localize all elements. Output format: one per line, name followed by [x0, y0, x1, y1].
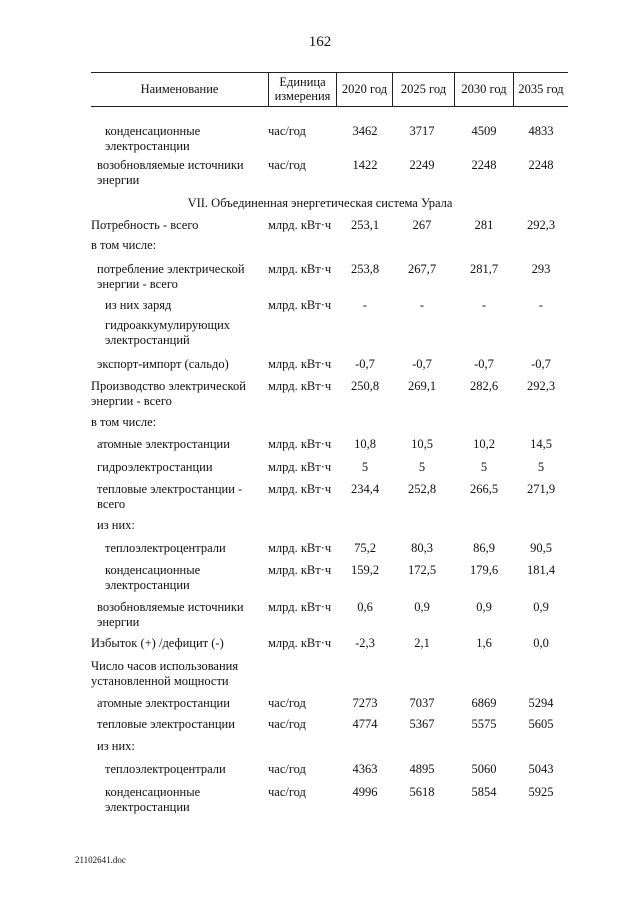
row-label — [91, 218, 198, 233]
row-value: 7037 — [409, 696, 435, 710]
row-value: 5925 — [528, 785, 554, 799]
row-value: 2,1 — [414, 636, 430, 650]
row-value: - — [538, 298, 544, 312]
row-label — [97, 717, 235, 732]
row-value: 5060 — [471, 762, 497, 776]
row-label-line: гидроаккумулирующих — [105, 318, 231, 332]
row-unit: млрд. кВт·ч — [268, 541, 332, 555]
row-label — [97, 460, 213, 475]
row-label-line: экспорт-импорт (сальдо) — [97, 357, 229, 371]
row-value: 271,9 — [526, 482, 556, 496]
row-value: 3462 — [352, 124, 378, 138]
row-label-line: Производство электрической — [91, 379, 246, 393]
row-label-line: энергии — [97, 173, 140, 187]
row-label-line: атомные электростанции — [97, 696, 230, 710]
row-value: 5043 — [528, 762, 554, 776]
row-unit: млрд. кВт·ч — [268, 460, 332, 474]
row-value: 250,8 — [350, 379, 380, 393]
row-value: 293 — [531, 262, 551, 276]
row-label — [91, 379, 246, 409]
row-value: 5575 — [471, 717, 497, 731]
row-value: 267,7 — [407, 262, 437, 276]
header-unit — [269, 72, 336, 106]
header-unit-line1: Единица — [279, 75, 326, 89]
row-value: 4774 — [352, 717, 378, 731]
row-value: 0,0 — [533, 636, 549, 650]
row-label — [97, 696, 230, 711]
row-value: 4833 — [528, 124, 554, 138]
row-label-line: теплоэлектроцентрали — [105, 541, 226, 555]
row-value: 1,6 — [476, 636, 492, 650]
row-value: 282,6 — [469, 379, 499, 393]
row-label-line: электростанции — [105, 578, 190, 592]
row-unit: час/год — [268, 785, 306, 799]
row-label-line: атомные электростанции — [97, 437, 230, 451]
row-value: 0,6 — [357, 600, 373, 614]
row-label-line: всего — [97, 497, 126, 511]
row-value: 252,8 — [407, 482, 437, 496]
row-value: 4509 — [471, 124, 497, 138]
row-value: 14,5 — [530, 437, 552, 451]
row-label — [91, 238, 156, 253]
row-label-line: энергии - всего — [91, 394, 172, 408]
row-label — [97, 600, 244, 630]
header-name: Наименование — [140, 82, 219, 96]
row-label-line: Избыток (+) /дефицит (-) — [91, 636, 224, 650]
row-value: - — [362, 298, 368, 312]
row-label — [97, 482, 242, 512]
row-label-line: из них: — [97, 739, 135, 753]
table-header — [91, 72, 568, 106]
row-value: 5 — [418, 460, 426, 474]
row-value: -0,7 — [474, 357, 494, 371]
row-value: 4996 — [352, 785, 378, 799]
row-unit: млрд. кВт·ч — [268, 379, 332, 393]
row-label-line: электростанций — [105, 333, 190, 347]
row-label — [97, 518, 135, 533]
row-value: 75,2 — [354, 541, 376, 555]
row-label-line: возобновляемые источники — [97, 158, 244, 172]
row-value: 6869 — [471, 696, 497, 710]
row-label — [91, 659, 238, 689]
row-value: 269,1 — [407, 379, 437, 393]
row-unit: млрд. кВт·ч — [268, 437, 332, 451]
row-value: 0,9 — [414, 600, 430, 614]
row-value: 181,4 — [526, 563, 556, 577]
row-label-line: конденсационные — [105, 124, 201, 138]
row-label — [105, 541, 226, 556]
row-value: 281,7 — [469, 262, 499, 276]
row-value: 253,8 — [350, 262, 380, 276]
row-label — [105, 318, 230, 348]
row-label-line: из них заряд — [105, 298, 172, 312]
row-value: 1422 — [352, 158, 378, 172]
row-value: 253,1 — [350, 218, 380, 232]
row-value: 86,9 — [473, 541, 495, 555]
row-label — [105, 298, 171, 313]
row-unit: час/год — [268, 124, 306, 138]
row-value: 234,4 — [350, 482, 380, 496]
row-label — [105, 785, 200, 815]
row-unit: млрд. кВт·ч — [268, 218, 332, 232]
row-unit: час/год — [268, 717, 306, 731]
row-value: 5 — [361, 460, 369, 474]
row-value: -0,7 — [355, 357, 375, 371]
row-label — [97, 262, 245, 292]
row-value: 7273 — [352, 696, 378, 710]
row-label-line: теплоэлектроцентрали — [105, 762, 226, 776]
row-label-line: в том числе: — [91, 415, 157, 429]
row-value: 0,9 — [533, 600, 549, 614]
row-label-line: Число часов использования — [91, 659, 239, 673]
row-value: 5367 — [409, 717, 435, 731]
row-label-line: конденсационные — [105, 563, 201, 577]
row-value: 292,3 — [526, 218, 556, 232]
row-label-line: гидроэлектростанции — [97, 460, 213, 474]
row-label-line: потребление электрической — [97, 262, 245, 276]
row-value: 2249 — [409, 158, 435, 172]
row-value: 10,2 — [473, 437, 495, 451]
row-value: - — [481, 298, 487, 312]
row-value: 172,5 — [407, 563, 437, 577]
row-value: 266,5 — [469, 482, 499, 496]
row-label — [97, 158, 244, 188]
row-unit: млрд. кВт·ч — [268, 262, 332, 276]
row-value: 2248 — [471, 158, 497, 172]
row-label-line: электростанции — [105, 139, 190, 153]
row-value: 179,6 — [469, 563, 499, 577]
row-unit: час/год — [268, 696, 306, 710]
row-label — [91, 415, 156, 430]
header-bottom-rule — [91, 106, 568, 107]
row-label — [105, 563, 200, 593]
row-label-line: энергии - всего — [97, 277, 178, 291]
row-label — [105, 762, 226, 777]
row-value: 159,2 — [350, 563, 380, 577]
section-title: VII. Объединенная энергетическая система Урала — [187, 196, 453, 210]
header-year-2020: 2020 год — [341, 82, 388, 96]
row-label-line: установленной мощности — [91, 674, 229, 688]
row-unit: час/год — [268, 158, 306, 172]
row-value: - — [419, 298, 425, 312]
header-year-2030: 2030 год — [461, 82, 507, 96]
row-value: -0,7 — [412, 357, 432, 371]
row-label — [105, 124, 200, 154]
row-value: 2248 — [528, 158, 554, 172]
row-label — [97, 739, 135, 754]
row-value: 5618 — [409, 785, 435, 799]
row-value: 4895 — [409, 762, 435, 776]
row-value: 281 — [474, 218, 494, 232]
row-value: -2,3 — [355, 636, 375, 650]
row-value: 5 — [480, 460, 488, 474]
row-label-line: Потребность - всего — [91, 218, 199, 232]
row-label-line: возобновляемые источники — [97, 600, 244, 614]
row-value: 0,9 — [476, 600, 492, 614]
row-label-line: конденсационные — [105, 785, 201, 799]
header-year-2035: 2035 год — [518, 82, 564, 96]
row-label — [97, 357, 229, 372]
row-value: -0,7 — [531, 357, 551, 371]
footer-filename: 21102641.doc — [75, 855, 126, 865]
row-label-line: тепловые электростанции — [97, 717, 235, 731]
row-value: 5294 — [528, 696, 554, 710]
row-unit: млрд. кВт·ч — [268, 636, 332, 650]
row-value: 80,3 — [411, 541, 433, 555]
row-label-line: электростанции — [105, 800, 190, 814]
row-value: 5605 — [528, 717, 554, 731]
row-unit: млрд. кВт·ч — [268, 563, 332, 577]
row-unit: час/год — [268, 762, 306, 776]
header-unit-line2: измерения — [274, 89, 331, 103]
row-label-line: тепловые электростанции - — [97, 482, 243, 496]
row-value: 4363 — [352, 762, 378, 776]
row-unit: млрд. кВт·ч — [268, 298, 332, 312]
row-unit: млрд. кВт·ч — [268, 600, 332, 614]
row-value: 5854 — [471, 785, 497, 799]
row-value: 5 — [537, 460, 545, 474]
page-number: 162 — [308, 34, 332, 50]
row-label-line: в том числе: — [91, 238, 157, 252]
row-label — [91, 636, 224, 651]
row-value: 10,5 — [411, 437, 433, 451]
row-value: 90,5 — [530, 541, 552, 555]
row-value: 3717 — [409, 124, 435, 138]
row-label — [97, 437, 230, 452]
row-value: 267 — [412, 218, 432, 232]
row-value: 292,3 — [526, 379, 556, 393]
row-label-line: энергии — [97, 615, 140, 629]
header-year-2025: 2025 год — [400, 82, 447, 96]
row-label-line: из них: — [97, 518, 135, 532]
row-value: 10,8 — [354, 437, 376, 451]
row-unit: млрд. кВт·ч — [268, 357, 332, 371]
row-unit: млрд. кВт·ч — [268, 482, 332, 496]
